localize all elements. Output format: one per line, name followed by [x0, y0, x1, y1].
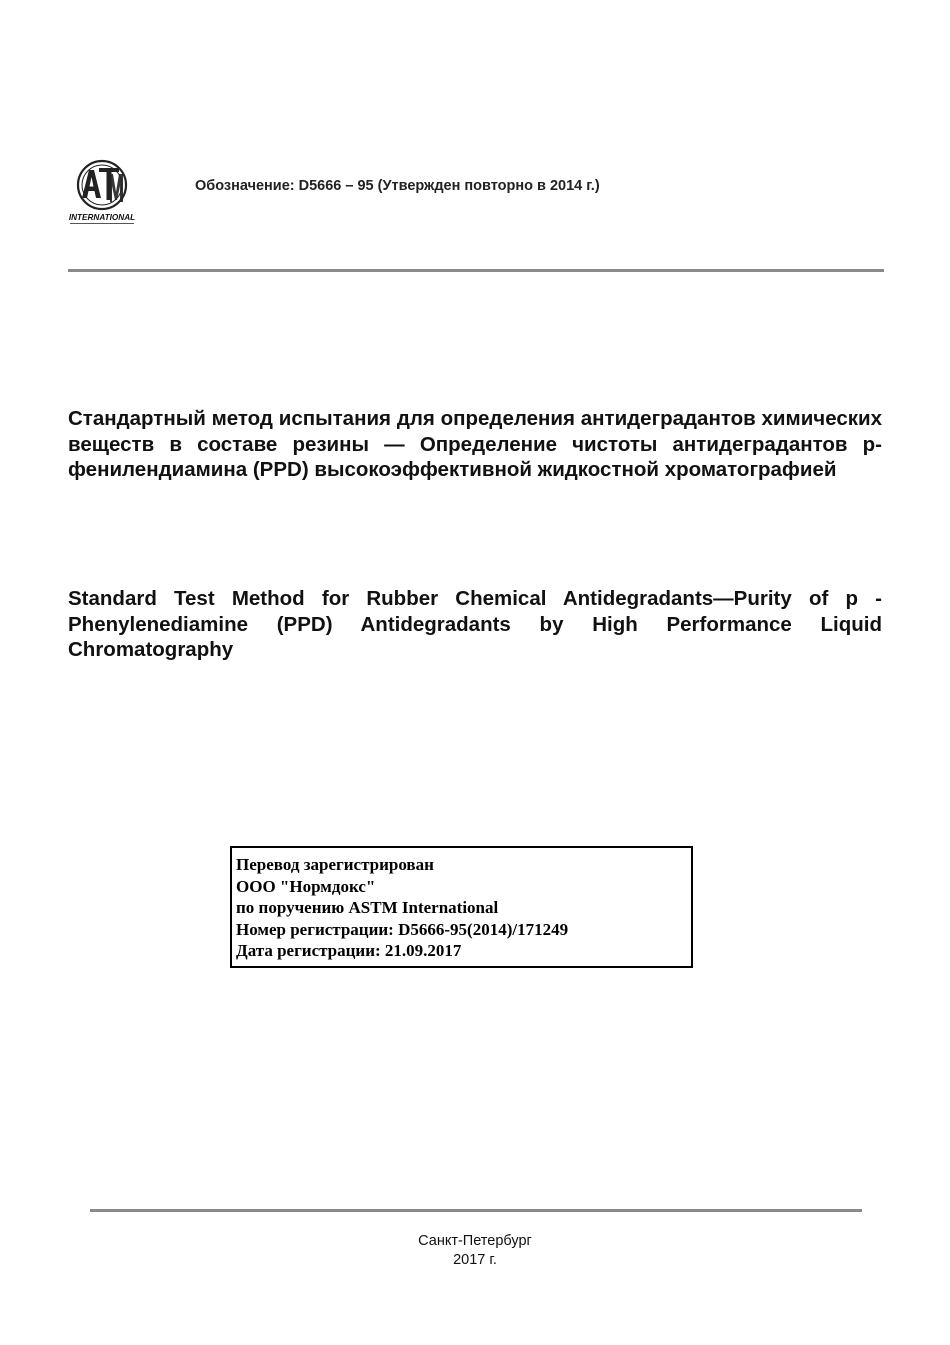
registration-mandate: по поручению ASTM International: [236, 898, 499, 918]
svg-text:INTERNATIONAL: INTERNATIONAL: [68, 213, 136, 222]
registration-date: Дата регистрации: 21.09.2017: [236, 941, 462, 961]
registration-company: ООО "Нормдокс": [236, 876, 376, 896]
footer-year: 2017 г.: [453, 1252, 497, 1268]
header-divider: [68, 269, 884, 272]
footer-divider: [90, 1209, 862, 1212]
title-english: Standard Test Method for Rubber Chemical Antidegradants—Purity of p -Phenylenediamine (PPD) Antidegradants by High Performance Liquid Chromatography: [68, 587, 882, 661]
document-designation: Обозначение: D5666 – 95 (Утвержден повторно в 2014 г.): [195, 178, 600, 194]
registration-box: [230, 846, 693, 968]
title-russian: Стандартный метод испытания для определения антидеградантов химических веществ в составе резины — Определение чистоты антидеградантов p-фенилендиамина (PPD) высокоэффективной жидкостной хроматографией: [68, 407, 882, 481]
footer: [0, 1232, 950, 1270]
astm-logo: [66, 158, 142, 226]
registration-number: Номер регистрации: D5666-95(2014)/171249: [236, 919, 569, 939]
footer-city: Санкт-Петербург: [418, 1233, 532, 1249]
registration-line: Перевод зарегистрирован: [236, 855, 434, 874]
